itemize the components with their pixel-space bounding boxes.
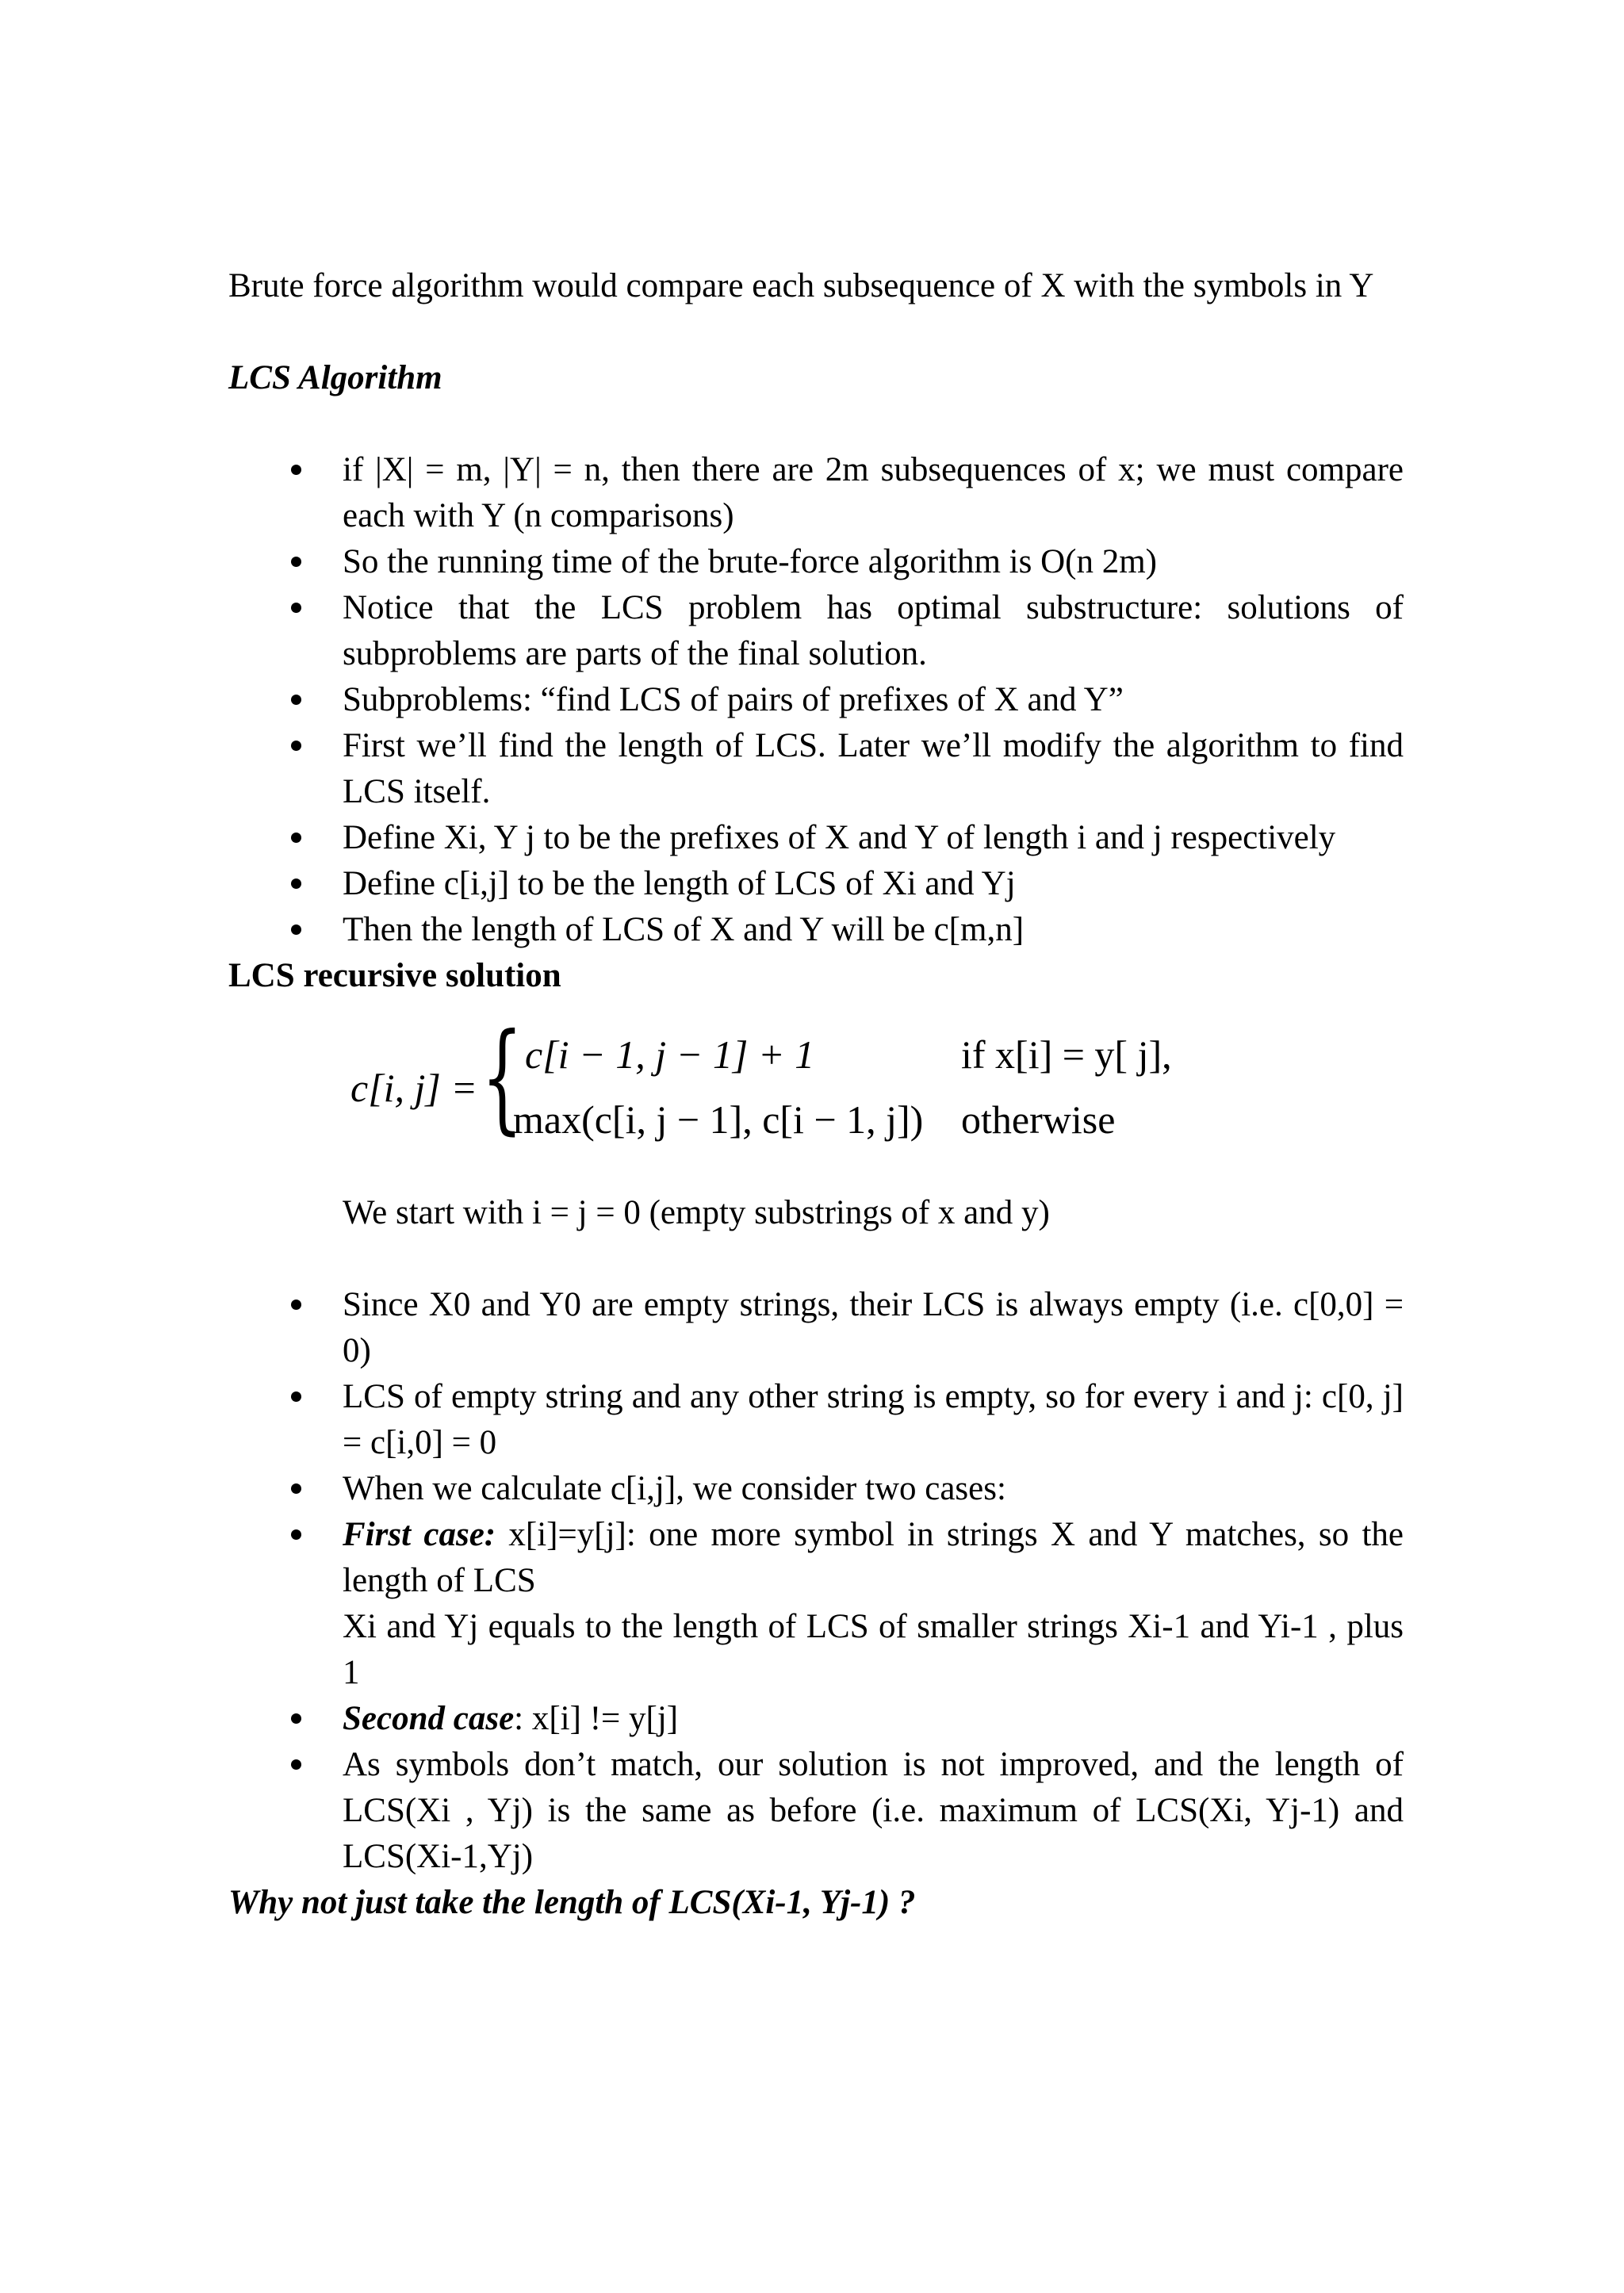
closing-question: Why not just take the length of LCS(Xi-1, Yj-1) ? — [228, 1884, 916, 1921]
first-case-text: x[i]=y[j]: one more symbol in strings X and Y matches, so the length of LCS — [343, 1516, 1404, 1599]
recurrence-formula — [343, 1009, 1183, 1155]
list-item: First we’ll find the length of LCS. Later we’ll modify the algorithm to find LCS itself. — [228, 723, 1404, 815]
list-item: Define Xi, Y j to be the prefixes of X and Y of length i and j respectively — [228, 815, 1404, 861]
list-item: So the running time of the brute-force algorithm is O(n 2m) — [228, 539, 1404, 585]
formula-case2-condition: otherwise — [961, 1097, 1116, 1142]
list-item: Notice that the LCS problem has optimal substructure: solutions of subproblems are parts of the final solution. — [228, 585, 1404, 677]
intro-paragraph: Brute force algorithm would compare each subsequence of X with the symbols in Y — [228, 267, 1374, 304]
list-item — [228, 1512, 1404, 1696]
formula-case1-expression: c[i − 1, j − 1] + 1 — [525, 1032, 815, 1077]
formula-case1-condition: if x[i] = y[ j], — [961, 1032, 1172, 1077]
first-case-continuation: Xi and Yj equals to the length of LCS of smaller strings Xi-1 and Yi-1 , plus 1 — [343, 1608, 1404, 1691]
list-item — [228, 1696, 1404, 1742]
recursive-solution-list — [228, 1282, 1404, 1880]
formula-brace: { — [481, 1009, 523, 1146]
first-case-label: First case: — [343, 1516, 496, 1553]
list-item: Since X0 and Y0 are empty strings, their LCS is always empty (i.e. c[0,0] = 0) — [228, 1282, 1404, 1374]
list-item: Then the length of LCS of X and Y will be c[m,n] — [228, 907, 1404, 953]
list-item: As symbols don’t match, our solution is not improved, and the length of LCS(Xi , Yj) is the same as before (i.e. maximum of LCS(Xi, Yj-1) and LCS(Xi-1,Yj) — [228, 1742, 1404, 1880]
formula-lhs: c[i, j] = — [350, 1066, 478, 1110]
formula-case2-expression: max(c[i, j − 1], c[i − 1, j]) — [513, 1097, 924, 1142]
lcs-algorithm-heading: LCS Algorithm — [228, 359, 442, 396]
list-item: When we calculate c[i,j], we consider two cases: — [228, 1466, 1404, 1512]
lcs-algorithm-list — [228, 447, 1404, 953]
document-page — [228, 263, 1404, 1926]
lcs-recursive-heading: LCS recursive solution — [228, 957, 561, 994]
list-item: Subproblems: “find LCS of pairs of prefixes of X and Y” — [228, 677, 1404, 723]
list-item: Define c[i,j] to be the length of LCS of Xi and Yj — [228, 861, 1404, 907]
second-case-text: : x[i] != y[j] — [514, 1700, 679, 1737]
list-item: LCS of empty string and any other string is empty, so for every i and j: c[0, j] = c[i,0] = 0 — [228, 1374, 1404, 1466]
list-item: if |X| = m, |Y| = n, then there are 2m subsequences of x; we must compare each with Y (n comparisons) — [228, 447, 1404, 539]
start-condition-text: We start with i = j = 0 (empty substrings of x and y) — [343, 1194, 1050, 1231]
second-case-label: Second case — [343, 1700, 515, 1737]
